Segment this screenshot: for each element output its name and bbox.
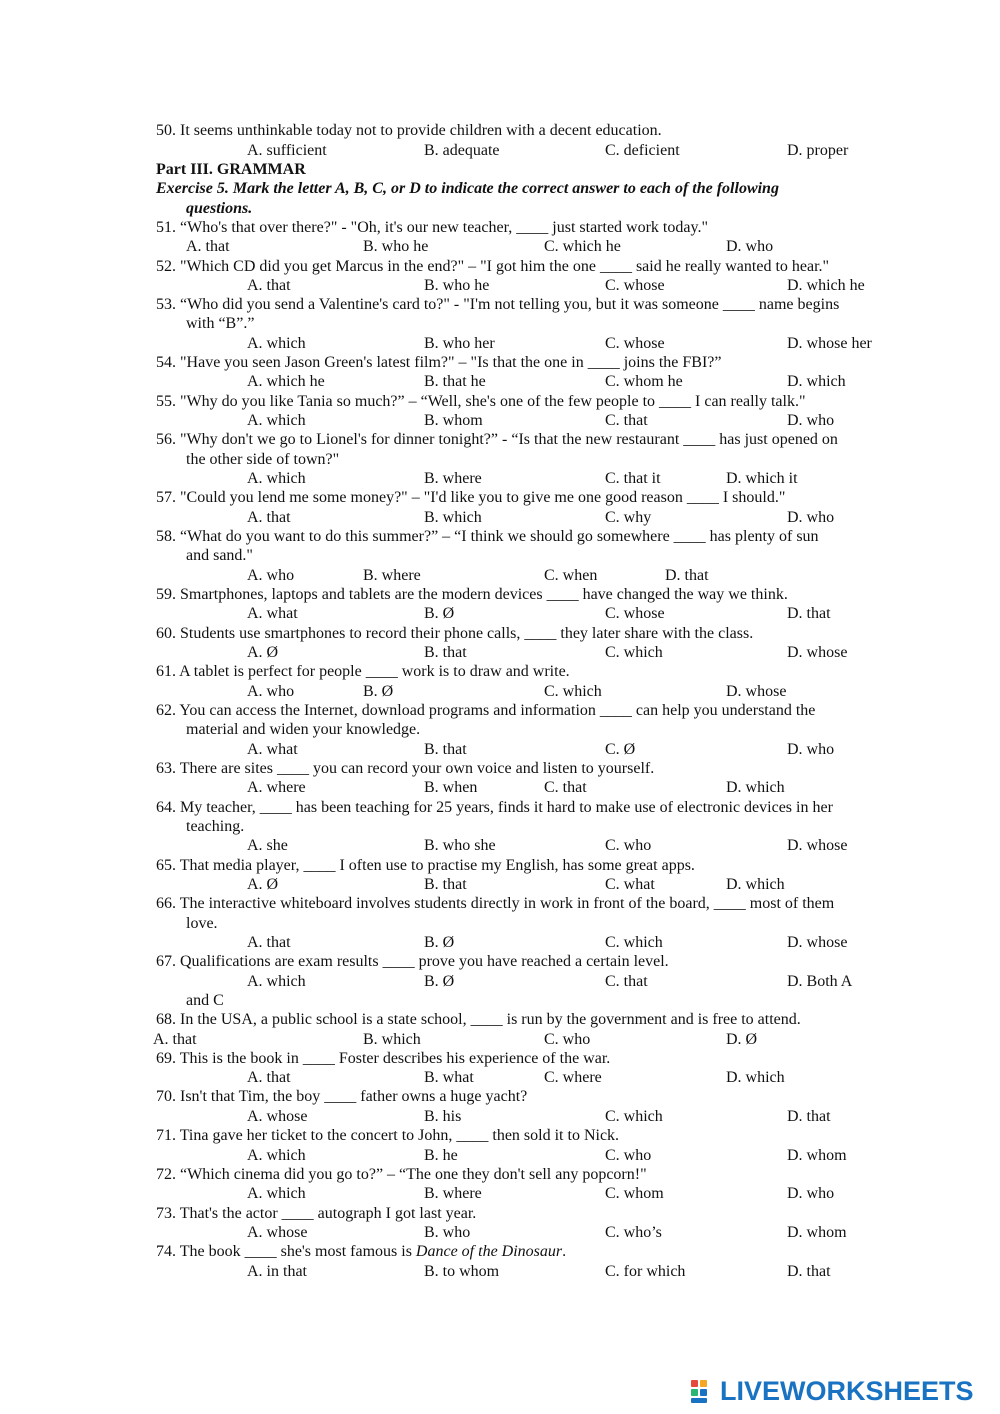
q59-option-b[interactable]: B. Ø xyxy=(424,605,455,622)
question-74-stem xyxy=(156,1242,566,1261)
question-64-stem-cont: teaching. xyxy=(186,818,245,835)
q74-stem-text: 74. The book ____ she's most famous is xyxy=(156,1243,416,1260)
q50-option-c[interactable]: C. deficient xyxy=(605,142,680,159)
q74-book-title: Dance of the Dinosaur xyxy=(415,1243,563,1260)
q54-option-d[interactable]: D. which xyxy=(787,373,846,390)
q53-option-c[interactable]: C. whose xyxy=(605,335,665,352)
question-68-stem: 68. In the USA, a public school is a state school, ____ is run by the government and is free to attend. xyxy=(156,1011,801,1028)
q56-option-d[interactable]: D. which it xyxy=(726,470,798,487)
q57-option-a[interactable]: A. that xyxy=(247,509,291,526)
q66-option-c[interactable]: C. which xyxy=(605,934,663,951)
question-51-stem: 51. “Who's that over there?" - "Oh, it's our new teacher, ____ just started work today." xyxy=(156,219,708,236)
q62-option-a[interactable]: A. what xyxy=(247,741,298,758)
q57-option-d[interactable]: D. who xyxy=(787,509,835,526)
exercise-instruction-cont: questions. xyxy=(186,200,253,217)
exercise-instruction: Exercise 5. Mark the letter A, B, C, or D to indicate the correct answer to each of the following xyxy=(156,180,779,197)
question-52-stem: 52. "Which CD did you get Marcus in the end?" – "I got him the one ____ said he really wanted to hear." xyxy=(156,258,830,275)
q57-option-c[interactable]: C. why xyxy=(605,509,652,526)
question-62-stem: 62. You can access the Internet, download programs and information ____ can help you understand the xyxy=(156,702,816,719)
q65-option-c[interactable]: C. what xyxy=(605,876,655,893)
question-73-stem: 73. That's the actor ____ autograph I got last year. xyxy=(156,1205,477,1222)
q69-option-a[interactable]: A. that xyxy=(247,1069,291,1086)
q64-option-a[interactable]: A. she xyxy=(247,837,288,854)
q62-option-d[interactable]: D. who xyxy=(787,741,835,758)
q67-option-d-cont: and C xyxy=(186,992,224,1009)
q68-option-d[interactable]: D. Ø xyxy=(726,1031,758,1048)
q59-option-d[interactable]: D. that xyxy=(787,605,831,622)
q61-option-b[interactable]: B. Ø xyxy=(363,683,394,700)
q67-option-b[interactable]: B. Ø xyxy=(424,973,455,990)
q55-option-d[interactable]: D. who xyxy=(787,412,835,429)
q55-option-a[interactable]: A. which xyxy=(247,412,306,429)
question-70-stem: 70. Isn't that Tim, the boy ____ father owns a huge yacht? xyxy=(156,1088,528,1105)
q60-option-d[interactable]: D. whose xyxy=(787,644,848,661)
q64-option-b[interactable]: B. who she xyxy=(424,837,496,854)
q73-option-d[interactable]: D. whom xyxy=(787,1224,847,1241)
q58-option-c[interactable]: C. when xyxy=(544,567,598,584)
q74-option-c[interactable]: C. for which xyxy=(605,1263,686,1280)
q72-option-c[interactable]: C. whom xyxy=(605,1185,664,1202)
q68-option-a[interactable]: A. that xyxy=(153,1031,197,1048)
q58-option-d[interactable]: D. that xyxy=(665,567,709,584)
q71-option-c[interactable]: C. who xyxy=(605,1147,652,1164)
question-67-stem: 67. Qualifications are exam results ____ prove you have reached a certain level. xyxy=(156,953,669,970)
q53-option-d[interactable]: D. whose her xyxy=(787,335,872,352)
q52-option-a[interactable]: A. that xyxy=(247,277,291,294)
q68-option-b[interactable]: B. which xyxy=(363,1031,421,1048)
question-62-stem-cont: material and widen your knowledge. xyxy=(186,721,421,738)
q69-option-c[interactable]: C. where xyxy=(544,1069,602,1086)
q62-option-c[interactable]: C. Ø xyxy=(605,741,636,758)
q62-option-b[interactable]: B. that xyxy=(424,741,467,758)
q73-option-a[interactable]: A. whose xyxy=(247,1224,308,1241)
q64-option-c[interactable]: C. who xyxy=(605,837,652,854)
q56-option-b[interactable]: B. where xyxy=(424,470,482,487)
q61-option-c[interactable]: C. which xyxy=(544,683,602,700)
q69-option-d[interactable]: D. which xyxy=(726,1069,785,1086)
question-58-stem: 58. “What do you want to do this summer?” – “I think we should go somewhere ____ has plenty of sun xyxy=(156,528,819,545)
q72-option-d[interactable]: D. who xyxy=(787,1185,835,1202)
q58-option-b[interactable]: B. where xyxy=(363,567,421,584)
question-66-stem-cont: love. xyxy=(186,915,218,932)
q67-option-d[interactable]: D. Both A xyxy=(787,973,853,990)
q53-option-a[interactable]: A. which xyxy=(247,335,306,352)
q57-option-b[interactable]: B. which xyxy=(424,509,482,526)
q67-option-a[interactable]: A. which xyxy=(247,973,306,990)
q50-option-b[interactable]: B. adequate xyxy=(424,142,500,159)
question-53-stem-cont: with “B”.” xyxy=(186,315,255,332)
q51-option-a[interactable]: A. that xyxy=(186,238,230,255)
q50-option-d[interactable]: D. proper xyxy=(787,142,849,159)
q63-option-c[interactable]: C. that xyxy=(544,779,587,796)
q65-option-b[interactable]: B. that xyxy=(424,876,467,893)
question-57-stem: 57. "Could you lend me some money?" – "I'd like you to give me one good reason ____ I should." xyxy=(156,489,786,506)
q71-option-d[interactable]: D. whom xyxy=(787,1147,847,1164)
question-55-stem: 55. "Why do you like Tania so much?” – “Well, she's one of the few people to ____ I can really talk." xyxy=(156,393,806,410)
q68-option-c[interactable]: C. who xyxy=(544,1031,591,1048)
part-title: Part III. GRAMMAR xyxy=(156,161,306,178)
q51-option-b[interactable]: B. who he xyxy=(363,238,429,255)
q61-option-a[interactable]: A. who xyxy=(247,683,295,700)
question-54-stem: 54. "Have you seen Jason Green's latest film?" – "Is that the one in ____ joins the FBI?” xyxy=(156,354,722,371)
q74-stem-end: . xyxy=(562,1243,567,1260)
q60-option-a[interactable]: A. Ø xyxy=(247,644,279,661)
q74-option-b[interactable]: B. to whom xyxy=(424,1263,500,1280)
question-53-stem: 53. “Who did you send a Valentine's card to?" - "I'm not telling you, but it was someone ____ name begins xyxy=(156,296,840,313)
q53-option-b[interactable]: B. who her xyxy=(424,335,495,352)
q54-option-b[interactable]: B. that he xyxy=(424,373,486,390)
q58-option-a[interactable]: A. who xyxy=(247,567,295,584)
q59-option-c[interactable]: C. whose xyxy=(605,605,665,622)
q66-option-a[interactable]: A. that xyxy=(247,934,291,951)
q54-option-c[interactable]: C. whom he xyxy=(605,373,683,390)
q65-option-a[interactable]: A. Ø xyxy=(247,876,279,893)
liveworksheets-logo-text: LIVEWORKSHEETS xyxy=(720,1375,974,1406)
question-65-stem: 65. That media player, ____ I often use to practise my English, has some great apps. xyxy=(156,857,695,874)
q71-option-a[interactable]: A. which xyxy=(247,1147,306,1164)
q73-option-b[interactable]: B. who xyxy=(424,1224,471,1241)
q55-option-b[interactable]: B. whom xyxy=(424,412,483,429)
question-56-stem-cont: the other side of town?" xyxy=(186,451,340,468)
q51-option-d[interactable]: D. who xyxy=(726,238,774,255)
q67-option-c[interactable]: C. that xyxy=(605,973,648,990)
liveworksheets-logo-icon xyxy=(690,1378,716,1404)
q70-option-b[interactable]: B. his xyxy=(424,1108,462,1125)
question-56-stem: 56. "Why don't we go to Lionel's for dinner tonight?” - “Is that the new restaurant ____ has just opened on xyxy=(156,431,838,448)
q65-option-d[interactable]: D. which xyxy=(726,876,785,893)
q72-option-b[interactable]: B. where xyxy=(424,1185,482,1202)
q66-option-b[interactable]: B. Ø xyxy=(424,934,455,951)
question-69-stem: 69. This is the book in ____ Foster describes his experience of the war. xyxy=(156,1050,611,1067)
q52-option-b[interactable]: B. who he xyxy=(424,277,490,294)
question-72-stem: 72. “Which cinema did you go to?” – “The one they don't sell any popcorn!" xyxy=(156,1166,647,1183)
q54-option-a[interactable]: A. which he xyxy=(247,373,325,390)
question-71-stem: 71. Tina gave her ticket to the concert to John, ____ then sold it to Nick. xyxy=(156,1127,620,1144)
q60-option-c[interactable]: C. which xyxy=(605,644,663,661)
q56-option-a[interactable]: A. which xyxy=(247,470,306,487)
q73-option-c[interactable]: C. who’s xyxy=(605,1224,662,1241)
q55-option-c[interactable]: C. that xyxy=(605,412,648,429)
q59-option-a[interactable]: A. what xyxy=(247,605,298,622)
q61-option-d[interactable]: D. whose xyxy=(726,683,787,700)
q70-option-d[interactable]: D. that xyxy=(787,1108,831,1125)
q51-option-c[interactable]: C. which he xyxy=(544,238,621,255)
q52-option-d[interactable]: D. which he xyxy=(787,277,865,294)
question-61-stem: 61. A tablet is perfect for people ____ work is to draw and write. xyxy=(156,663,570,680)
q74-option-d[interactable]: D. that xyxy=(787,1263,831,1280)
q71-option-b[interactable]: B. he xyxy=(424,1147,458,1164)
q52-option-c[interactable]: C. whose xyxy=(605,277,665,294)
q56-option-c[interactable]: C. that it xyxy=(605,470,661,487)
question-50-stem: 50. It seems unthinkable today not to provide children with a decent education. xyxy=(156,122,662,139)
question-64-stem: 64. My teacher, ____ has been teaching for 25 years, finds it hard to make use of electronic devices in her xyxy=(156,799,833,816)
q60-option-b[interactable]: B. that xyxy=(424,644,467,661)
q70-option-c[interactable]: C. which xyxy=(605,1108,663,1125)
question-59-stem: 59. Smartphones, laptops and tablets are the modern devices ____ have changed the way we think. xyxy=(156,586,788,603)
q72-option-a[interactable]: A. which xyxy=(247,1185,306,1202)
q63-option-d[interactable]: D. which xyxy=(726,779,785,796)
q74-option-a[interactable]: A. in that xyxy=(247,1263,307,1280)
q50-option-a[interactable]: A. sufficient xyxy=(247,142,327,159)
q64-option-d[interactable]: D. whose xyxy=(787,837,848,854)
q70-option-a[interactable]: A. whose xyxy=(247,1108,308,1125)
q63-option-a[interactable]: A. where xyxy=(247,779,306,796)
question-63-stem: 63. There are sites ____ you can record your own voice and listen to yourself. xyxy=(156,760,655,777)
q63-option-b[interactable]: B. when xyxy=(424,779,478,796)
question-66-stem: 66. The interactive whiteboard involves students directly in work in front of the board, ____ most of them xyxy=(156,895,835,912)
q69-option-b[interactable]: B. what xyxy=(424,1069,474,1086)
question-60-stem: 60. Students use smartphones to record their phone calls, ____ they later share with the class. xyxy=(156,625,754,642)
liveworksheets-logo[interactable] xyxy=(690,1376,974,1406)
q66-option-d[interactable]: D. whose xyxy=(787,934,848,951)
question-58-stem-cont: and sand." xyxy=(186,547,253,564)
